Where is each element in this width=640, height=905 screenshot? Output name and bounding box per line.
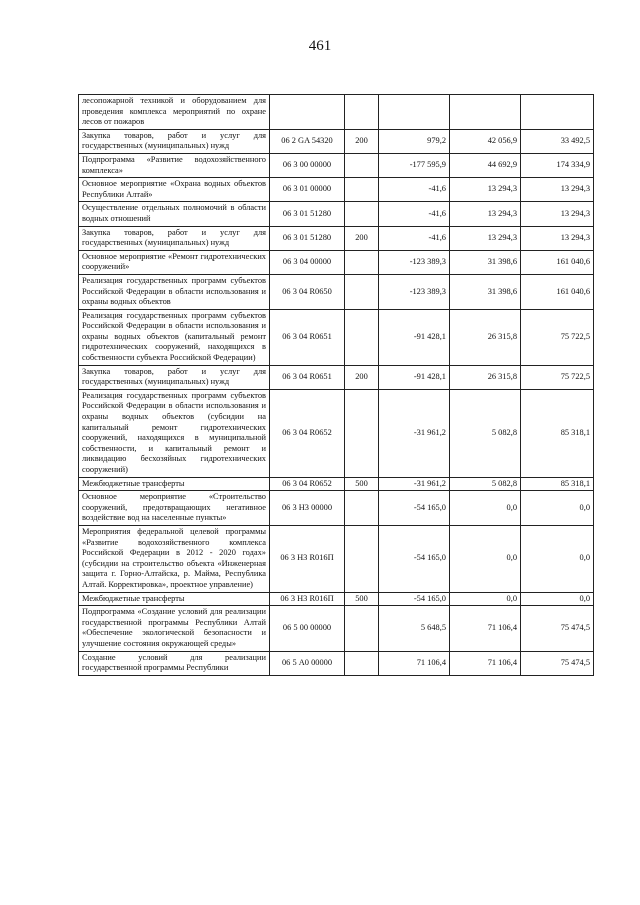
row-expense-type-cell: 200: [345, 365, 379, 389]
table-row: [79, 606, 594, 651]
row-value-2-cell: 42 056,9: [450, 129, 521, 153]
row-code-cell: 06 3 Н3 R016П: [270, 525, 345, 592]
row-value-3-cell: 161 040,6: [521, 274, 594, 309]
row-expense-type-cell: [345, 250, 379, 274]
row-value-1-cell: -41,6: [379, 226, 450, 250]
row-value-2-cell: 26 315,8: [450, 365, 521, 389]
row-value-3-cell: [521, 95, 594, 130]
row-name-cell: Реализация государственных программ субъектов Российской Федерации в области использования и охраны водных объектов: [79, 274, 270, 309]
row-value-3-cell: 75 722,5: [521, 309, 594, 365]
row-code-cell: 06 3 01 51280: [270, 226, 345, 250]
row-value-3-cell: 75 722,5: [521, 365, 594, 389]
row-code-cell: 06 2 GA 54320: [270, 129, 345, 153]
row-value-1-cell: -177 595,9: [379, 153, 450, 177]
table-row: [79, 525, 594, 592]
row-expense-type-cell: 200: [345, 129, 379, 153]
row-value-2-cell: 44 692,9: [450, 153, 521, 177]
row-name-cell: Межбюджетные трансферты: [79, 592, 270, 606]
row-code-cell: 06 3 04 R0650: [270, 274, 345, 309]
row-value-3-cell: 75 474,5: [521, 606, 594, 651]
row-expense-type-cell: 200: [345, 226, 379, 250]
table-row: [79, 389, 594, 477]
row-code-cell: 06 5 А0 00000: [270, 651, 345, 675]
row-name-cell: Закупка товаров, работ и услуг для государственных (муниципальных) нужд: [79, 129, 270, 153]
row-value-2-cell: 13 294,3: [450, 226, 521, 250]
row-expense-type-cell: 500: [345, 477, 379, 491]
table-row: [79, 309, 594, 365]
row-value-3-cell: 85 318,1: [521, 389, 594, 477]
row-value-1-cell: -91 428,1: [379, 309, 450, 365]
row-value-1-cell: -54 165,0: [379, 491, 450, 526]
table-row: [79, 153, 594, 177]
row-expense-type-cell: [345, 491, 379, 526]
row-value-1-cell: 979,2: [379, 129, 450, 153]
row-expense-type-cell: [345, 389, 379, 477]
row-value-2-cell: 31 398,6: [450, 250, 521, 274]
row-code-cell: 06 3 04 R0652: [270, 477, 345, 491]
table-row: [79, 651, 594, 675]
row-name-cell: лесопожарной техникой и оборудованием для проведения комплекса мероприятий по охране лесов от пожаров: [79, 95, 270, 130]
row-code-cell: [270, 95, 345, 130]
row-code-cell: 06 3 01 00000: [270, 178, 345, 202]
row-value-2-cell: 71 106,4: [450, 606, 521, 651]
row-expense-type-cell: [345, 274, 379, 309]
row-expense-type-cell: [345, 651, 379, 675]
row-value-1-cell: -31 961,2: [379, 389, 450, 477]
row-value-2-cell: 5 082,8: [450, 477, 521, 491]
row-code-cell: 06 3 Н3 R016П: [270, 592, 345, 606]
row-name-cell: Мероприятия федеральной целевой программы «Развитие водохозяйственного комплекса Российской Федерации в 2012 - 2020 годах» (субсидии на строительство объекта «Инженерная защита г. Горно-Алтайска, р. Майма, Республика Алтай. Корректировка», проектное управление): [79, 525, 270, 592]
row-code-cell: 06 3 00 00000: [270, 153, 345, 177]
row-name-cell: Основное мероприятие «Строительство сооружений, предотвращающих негативное воздействие вод на населенные пункты»: [79, 491, 270, 526]
row-value-3-cell: 13 294,3: [521, 178, 594, 202]
row-value-3-cell: 13 294,3: [521, 226, 594, 250]
table-row: [79, 477, 594, 491]
row-value-2-cell: 71 106,4: [450, 651, 521, 675]
row-expense-type-cell: [345, 525, 379, 592]
row-value-1-cell: 5 648,5: [379, 606, 450, 651]
row-value-3-cell: 33 492,5: [521, 129, 594, 153]
table-row: [79, 178, 594, 202]
table-row: [79, 202, 594, 226]
row-value-1-cell: -54 165,0: [379, 592, 450, 606]
row-code-cell: 06 3 01 51280: [270, 202, 345, 226]
table-row: [79, 274, 594, 309]
table-row: [79, 250, 594, 274]
row-value-1-cell: [379, 95, 450, 130]
table-row: [79, 592, 594, 606]
row-value-3-cell: 13 294,3: [521, 202, 594, 226]
row-name-cell: Реализация государственных программ субъектов Российской Федерации в области использования и охраны водных объектов (субсидии на капитальный ремонт гидротехнических сооружений, находящихся в муниципальной собственности, и капитальный ремонт и ликвидацию бесхозяйных гидротехнических сооружений): [79, 389, 270, 477]
row-expense-type-cell: [345, 606, 379, 651]
page-number: 461: [308, 38, 332, 54]
row-value-1-cell: 71 106,4: [379, 651, 450, 675]
row-value-2-cell: 5 082,8: [450, 389, 521, 477]
row-value-3-cell: 75 474,5: [521, 651, 594, 675]
row-expense-type-cell: [345, 95, 379, 130]
row-value-1-cell: -91 428,1: [379, 365, 450, 389]
table-row: [79, 129, 594, 153]
row-name-cell: Подпрограмма «Создание условий для реализации государственной программы Республики Алтай «Обеспечение экологической безопасности и улучшение состояния окружающей среды»: [79, 606, 270, 651]
row-value-2-cell: 0,0: [450, 592, 521, 606]
row-value-1-cell: -54 165,0: [379, 525, 450, 592]
row-value-1-cell: -31 961,2: [379, 477, 450, 491]
table-row: [79, 491, 594, 526]
budget-table-body: [79, 95, 594, 676]
row-name-cell: Межбюджетные трансферты: [79, 477, 270, 491]
table-row: [79, 95, 594, 130]
row-value-3-cell: 0,0: [521, 525, 594, 592]
row-value-1-cell: -123 389,3: [379, 274, 450, 309]
row-value-3-cell: 174 334,9: [521, 153, 594, 177]
row-value-2-cell: 0,0: [450, 491, 521, 526]
row-value-2-cell: 13 294,3: [450, 202, 521, 226]
row-expense-type-cell: [345, 153, 379, 177]
row-value-1-cell: -41,6: [379, 178, 450, 202]
table-row: [79, 226, 594, 250]
row-code-cell: 06 3 04 R0651: [270, 365, 345, 389]
row-name-cell: Реализация государственных программ субъектов Российской Федерации в области использования и охраны водных объектов (капитальный ремонт гидротехнических сооружений, находящихся в собственности субъекта Российской Федерации): [79, 309, 270, 365]
row-value-3-cell: 0,0: [521, 592, 594, 606]
row-name-cell: Создание условий для реализации государственной программы Республики: [79, 651, 270, 675]
row-name-cell: Закупка товаров, работ и услуг для государственных (муниципальных) нужд: [79, 226, 270, 250]
row-value-2-cell: [450, 95, 521, 130]
budget-table: [78, 94, 594, 676]
row-expense-type-cell: [345, 309, 379, 365]
row-name-cell: Основное мероприятие «Ремонт гидротехнических сооружений»: [79, 250, 270, 274]
row-value-1-cell: -123 389,3: [379, 250, 450, 274]
row-name-cell: Осуществление отдельных полномочий в области водных отношений: [79, 202, 270, 226]
row-name-cell: Закупка товаров, работ и услуг для государственных (муниципальных) нужд: [79, 365, 270, 389]
row-value-3-cell: 85 318,1: [521, 477, 594, 491]
row-value-2-cell: 13 294,3: [450, 178, 521, 202]
row-value-3-cell: 0,0: [521, 491, 594, 526]
row-expense-type-cell: 500: [345, 592, 379, 606]
row-expense-type-cell: [345, 178, 379, 202]
row-expense-type-cell: [345, 202, 379, 226]
row-value-2-cell: 26 315,8: [450, 309, 521, 365]
row-name-cell: Подпрограмма «Развитие водохозяйственного комплекса»: [79, 153, 270, 177]
row-code-cell: 06 3 04 00000: [270, 250, 345, 274]
row-value-3-cell: 161 040,6: [521, 250, 594, 274]
table-row: [79, 365, 594, 389]
row-value-2-cell: 0,0: [450, 525, 521, 592]
row-code-cell: 06 3 04 R0652: [270, 389, 345, 477]
row-code-cell: 06 3 Н3 00000: [270, 491, 345, 526]
row-value-1-cell: -41,6: [379, 202, 450, 226]
row-name-cell: Основное мероприятие «Охрана водных объектов Республики Алтай»: [79, 178, 270, 202]
row-code-cell: 06 3 04 R0651: [270, 309, 345, 365]
row-value-2-cell: 31 398,6: [450, 274, 521, 309]
row-code-cell: 06 5 00 00000: [270, 606, 345, 651]
